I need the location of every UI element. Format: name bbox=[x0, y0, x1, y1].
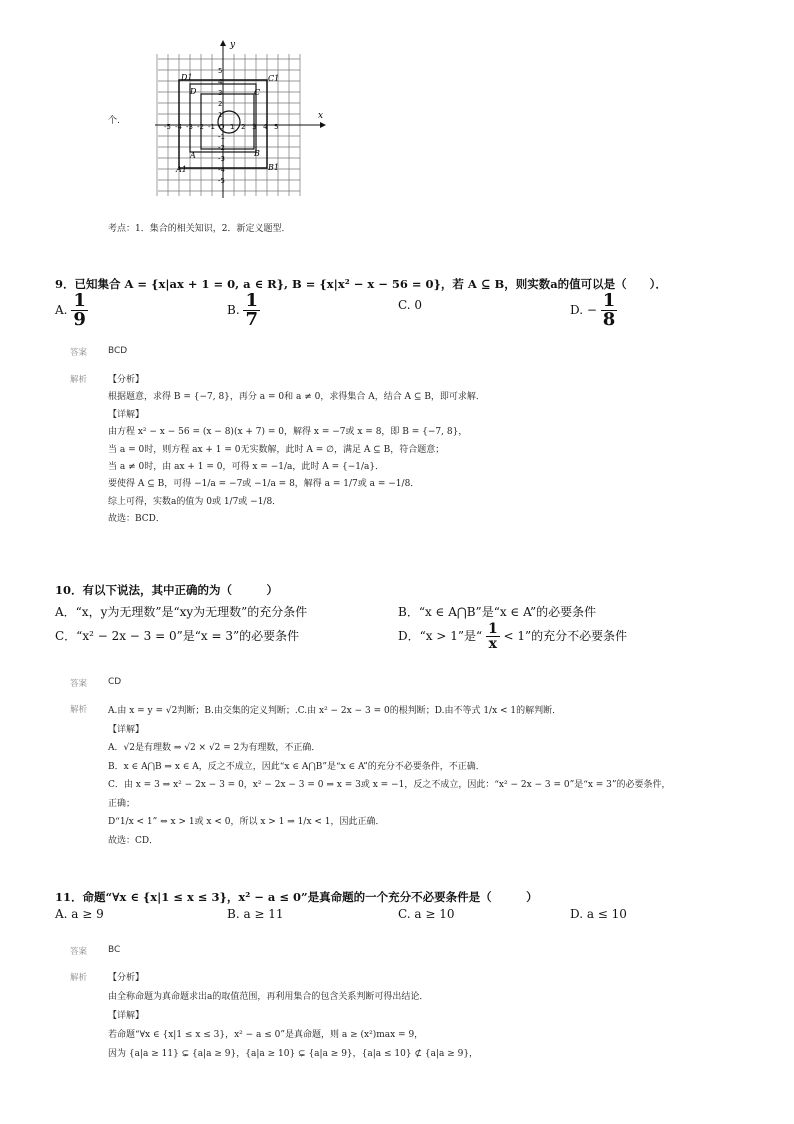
q11-analysis bbox=[108, 969, 478, 1064]
q11-option-c[interactable]: C. a ≥ 10 bbox=[398, 907, 455, 921]
y-tick-label: 5 bbox=[218, 67, 223, 75]
q10-analysis-line: C．由 x = 3 ⇒ x² − 2x − 3 = 0，x² − 2x − 3 = 0 ⇒ x = 3或 x = −1，反之不成立，因此：“x² − 2x − 3 = 0”是“x = 3”的必要条件， bbox=[108, 780, 671, 790]
y-tick-label: -3 bbox=[218, 155, 225, 163]
q11-analysis-line: 因为 {a|a ≥ 11} ⊊ {a|a ≥ 9}，{a|a ≥ 10} ⊊ {a|a ≥ 9}，{a|a ≤ 10} ⊄ {a|a ≥ 9}， bbox=[108, 1049, 479, 1059]
square-inner bbox=[201, 94, 257, 149]
q9-option-b[interactable] bbox=[227, 292, 260, 329]
x-tick-label: 5 bbox=[274, 123, 279, 131]
y-tick-label: 1 bbox=[218, 111, 223, 119]
point-B1: B1 bbox=[268, 163, 279, 172]
q10-option-c[interactable]: C．“x² − 2x − 3 = 0”是“x = 3”的必要条件 bbox=[55, 629, 300, 643]
q10-answer: CD bbox=[108, 677, 122, 687]
q9-analysis-line: 【分析】 bbox=[108, 375, 145, 385]
q10-answer-label: 答案 bbox=[70, 679, 88, 689]
q10-analysis-line: 【详解】 bbox=[108, 724, 145, 735]
q9-analysis-line: 根据题意，求得 B = {−7, 8}，再分 a = 0和 a ≠ 0，求得集合 A，结合 A ⊆ B，即可求解． bbox=[108, 392, 485, 403]
y-tick-label: 2 bbox=[218, 100, 223, 108]
q9-analysis-label: 解析 bbox=[70, 375, 88, 385]
point-D: D bbox=[190, 87, 197, 96]
y-tick-label: -4 bbox=[218, 166, 225, 174]
q9-answer-label: 答案 bbox=[70, 348, 88, 358]
point-A: A bbox=[190, 151, 196, 160]
q11-analysis-line: 若命题“∀x ∈ {x|1 ≤ x ≤ 3}，x² − a ≤ 0”是真命题，则 a ≥ (x²)max = 9， bbox=[108, 1030, 424, 1040]
x-tick-label: 3 bbox=[252, 123, 257, 131]
y-axis-arrow bbox=[220, 40, 226, 46]
figure-prefix-text: 个. bbox=[108, 116, 120, 126]
q9-analysis bbox=[108, 372, 485, 529]
q9-analysis-line: 故选：BCD． bbox=[108, 514, 165, 525]
q10-analysis-line: A．√2是有理数 ⇒ √2 × √2 = 2为有理数，不正确． bbox=[108, 743, 321, 753]
q9-analysis-line: 当 a = 0时，则方程 ax + 1 = 0无实数解，此时 A = ∅，满足 A ⊆ B，符合题意； bbox=[108, 444, 445, 455]
axis-y-label: y bbox=[230, 40, 236, 50]
x-tick-label: 4 bbox=[263, 123, 268, 131]
q10-analysis-line: 正确； bbox=[108, 798, 136, 809]
q9-analysis-line: 当 a ≠ 0时，由 ax + 1 = 0，可得 x = −1/a，此时 A = {−1/a}． bbox=[108, 462, 385, 473]
y-tick-label: 4 bbox=[218, 78, 223, 86]
y-tick-label: -2 bbox=[218, 144, 225, 152]
q9-option-a-fraction: $\frac{1}{9}$ bbox=[73, 290, 86, 330]
q11-answer-label: 答案 bbox=[70, 947, 88, 957]
y-tick-label: -5 bbox=[218, 177, 225, 185]
x-tick-label: 1 bbox=[230, 123, 235, 131]
x-tick-label: 2 bbox=[241, 123, 246, 131]
x-tick-label: -5 bbox=[164, 123, 171, 131]
q9-option-d[interactable] bbox=[570, 292, 617, 329]
q9-option-b-fraction: $\frac{1}{7}$ bbox=[245, 290, 258, 330]
q9-answer: BCD bbox=[108, 346, 128, 356]
q11-option-d[interactable]: D. a ≤ 10 bbox=[570, 907, 627, 921]
point-B: B bbox=[254, 149, 260, 158]
axis-x-label: x bbox=[318, 111, 324, 121]
q10-option-b[interactable]: B．“x ∈ A⋂B”是“x ∈ A”的必要条件 bbox=[398, 605, 597, 619]
q10-option-d-pre: D．“x > 1”是“ bbox=[398, 629, 483, 643]
q10-stem: 10．有以下说法，其中正确的为（ ） bbox=[55, 583, 279, 597]
q10-option-d[interactable] bbox=[398, 622, 627, 651]
x-tick-label: -2 bbox=[197, 123, 204, 131]
y-tick-label: 3 bbox=[218, 89, 223, 97]
q10-analysis-line: A.由 x = y = √2判断；B.由交集的定义判断；.C.由 x² − 2x − 3 = 0的根判断；D.由不等式 1/x < 1的解判断． bbox=[108, 706, 562, 716]
q10-analysis-line: B．x ∈ A⋂B ⇒ x ∈ A，反之不成立，因此“x ∈ A⋂B”是“x ∈ A”的充分不必要条件，不正确． bbox=[108, 761, 485, 772]
x-axis-arrow bbox=[320, 122, 326, 128]
q10-option-d-fraction: $\frac{1}{x}$ bbox=[487, 621, 498, 652]
q10-option-a[interactable]: A．“x，y为无理数”是“xy为无理数”的充分条件 bbox=[55, 605, 308, 619]
q9-analysis-line: 要使得 A ⊆ B，可得 −1/a = −7或 −1/a = 8，解得 a = 1/7或 a = −1/8． bbox=[108, 479, 420, 490]
point-C: C bbox=[254, 88, 261, 97]
q11-analysis-line: 由全称命题为真命题求出a的取值范围，再利用集合的包含关系判断可得出结论． bbox=[108, 992, 429, 1002]
x-tick-label: -3 bbox=[186, 123, 193, 131]
q9-analysis-line: 【详解】 bbox=[108, 409, 145, 420]
q10-analysis-line: D“1/x < 1” ⇔ x > 1或 x < 0，所以 x > 1 ⇒ 1/x < 1，因此正确． bbox=[108, 817, 385, 827]
q9-stem: 9．已知集合 A = {x|ax + 1 = 0, a ∈ R}, B = {x|x² − x − 56 = 0}，若 A ⊆ B，则实数a的值可以是（ ）． bbox=[55, 277, 667, 291]
q11-stem: 11．命题“∀x ∈ {x|1 ≤ x ≤ 3}，x² − a ≤ 0”是真命题的一个充分不必要条件是（ ） bbox=[55, 890, 538, 904]
q11-answer: BC bbox=[108, 945, 121, 955]
q10-option-d-post: < 1”的充分不必要条件 bbox=[503, 629, 628, 643]
q11-analysis-label: 解析 bbox=[70, 973, 88, 983]
x-tick-label: -1 bbox=[208, 123, 215, 131]
q9-option-d-label: D. − bbox=[570, 303, 597, 317]
q9-option-b-label: B. bbox=[227, 303, 240, 317]
q9-analysis-line: 综上可得，实数a的值为 0或 1/7或 −1/8． bbox=[108, 496, 282, 507]
kaodian-text: 考点：1．集合的相关知识，2．新定义题型． bbox=[108, 224, 291, 234]
coordinate-grid-figure bbox=[150, 38, 330, 200]
x-tick-label: O bbox=[219, 123, 225, 131]
q11-option-b[interactable]: B. a ≥ 11 bbox=[227, 907, 284, 921]
q9-option-c[interactable]: C. 0 bbox=[398, 298, 423, 312]
q9-analysis-line: 由方程 x² − x − 56 = (x − 8)(x + 7) = 0，解得 x = −7或 x = 8，即 B = {−7, 8}， bbox=[108, 427, 468, 438]
q11-analysis-line: 【详解】 bbox=[108, 1011, 145, 1021]
y-tick-label: -1 bbox=[218, 133, 225, 141]
x-tick-label: -4 bbox=[175, 123, 182, 131]
q10-analysis bbox=[108, 702, 671, 850]
point-C1: C1 bbox=[268, 74, 280, 83]
q11-analysis-line: 【分析】 bbox=[108, 973, 145, 983]
q9-option-a-label: A. bbox=[55, 303, 68, 317]
q9-option-d-fraction: $\frac{1}{8}$ bbox=[602, 290, 616, 330]
q9-option-a[interactable] bbox=[55, 292, 88, 329]
q11-option-a[interactable]: A. a ≥ 9 bbox=[55, 907, 104, 921]
point-D1: D1 bbox=[181, 73, 193, 82]
q10-analysis-line: 故选：CD． bbox=[108, 835, 159, 846]
q10-analysis-label: 解析 bbox=[70, 705, 88, 715]
point-A1: A1 bbox=[176, 165, 187, 174]
